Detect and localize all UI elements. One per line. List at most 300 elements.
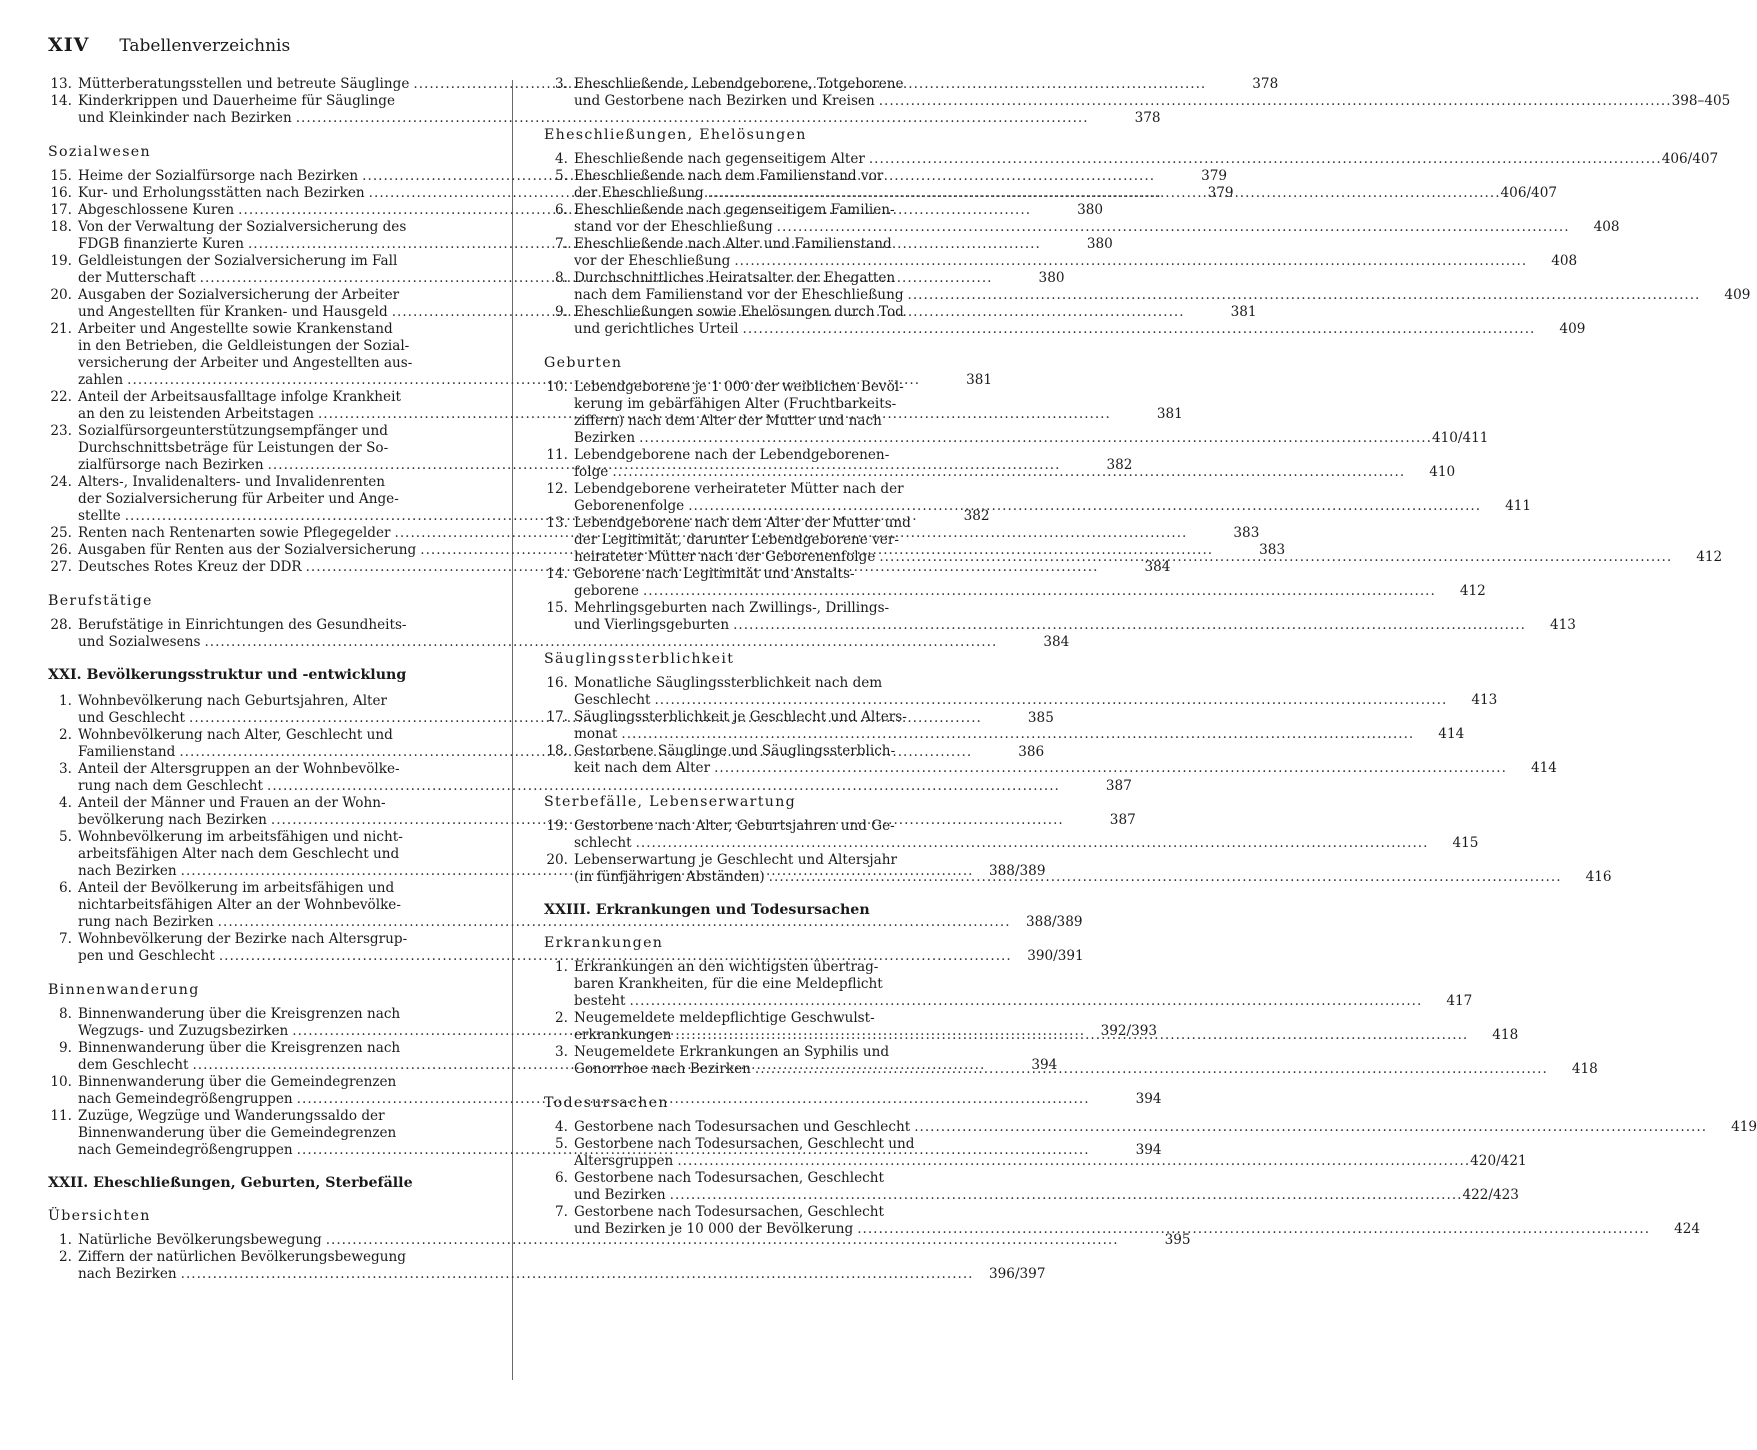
entry-page: 410 bbox=[1429, 464, 1456, 480]
entry-line bbox=[78, 634, 1070, 651]
dot-leader bbox=[734, 253, 1527, 270]
entry-text: folge bbox=[574, 464, 609, 480]
toc-entry bbox=[544, 481, 1532, 515]
entry-text: Natürliche Bevölkerungsbewegung bbox=[78, 1232, 322, 1248]
entry-text: Eheschließende, Lebendgeborene, Totgeborene bbox=[574, 76, 904, 92]
entry-text: Wohnbevölkerung nach Alter, Geschlecht und bbox=[78, 727, 393, 743]
entry-number: 8. bbox=[555, 270, 568, 286]
entry-text: zialfürsorge nach Bezirken bbox=[78, 457, 264, 473]
entry-number: 1. bbox=[59, 1232, 72, 1248]
entry-page: 408 bbox=[1593, 219, 1620, 235]
entry-text: Alters-, Invalidenalters- und Invalidenrenten bbox=[78, 474, 386, 490]
entry-line bbox=[78, 93, 480, 110]
entry-text: bevölkerung nach Bezirken bbox=[78, 812, 267, 828]
entry-body bbox=[574, 151, 1719, 168]
entry-body bbox=[78, 1232, 1191, 1249]
dot-leader bbox=[636, 835, 1429, 852]
entry-text: Binnenwanderung über die Gemeindegrenzen bbox=[78, 1074, 397, 1090]
entry-number: 28. bbox=[50, 617, 72, 633]
section-heading: Erkrankungen bbox=[544, 935, 664, 951]
entry-number: 14. bbox=[50, 93, 72, 109]
entry-text: Lebendgeborene nach der Lebendgeborenen- bbox=[574, 447, 890, 463]
section-heading: Eheschließungen, Ehelösungen bbox=[544, 127, 807, 143]
entry-text: heirateter Mütter nach der Geborenenfolge bbox=[574, 549, 876, 565]
entry-line bbox=[78, 727, 480, 744]
toc-entry bbox=[544, 1170, 1519, 1204]
entry-page: 394 bbox=[1135, 1091, 1162, 1107]
entry-line bbox=[574, 219, 1620, 236]
entry-line bbox=[574, 1136, 950, 1153]
section-heading: Sozialwesen bbox=[48, 144, 151, 160]
entry-text: Sozialfürsorgeunterstützungsempfänger und bbox=[78, 423, 388, 439]
dot-leader bbox=[643, 583, 1436, 600]
toc-entry bbox=[544, 1204, 1701, 1238]
entry-number: 15. bbox=[50, 168, 72, 184]
entry-line bbox=[78, 778, 1132, 795]
entry-number: 5. bbox=[555, 1136, 568, 1152]
entry-number: 8. bbox=[59, 1006, 72, 1022]
entry-text: Gestorbene Säuglinge und Säuglingssterblich- bbox=[574, 743, 896, 759]
entry-number: 7. bbox=[555, 1204, 568, 1220]
entry-number: 11. bbox=[50, 1108, 72, 1124]
entry-page: 414 bbox=[1438, 726, 1465, 742]
entry-text: Gestorbene nach Todesursachen und Geschlecht bbox=[574, 1119, 911, 1135]
dot-leader bbox=[769, 869, 1562, 886]
entry-text: zahlen bbox=[78, 372, 124, 388]
entry-line bbox=[574, 430, 1489, 447]
dot-leader bbox=[677, 1153, 1470, 1170]
entry-line bbox=[574, 76, 950, 93]
entry-text: Durchschnittsbeträge für Leistungen der So- bbox=[78, 440, 389, 456]
entry-line bbox=[574, 959, 950, 976]
entry-line bbox=[78, 880, 480, 897]
entry-text: der Eheschließung bbox=[574, 185, 704, 201]
entry-page: 419 bbox=[1731, 1119, 1757, 1135]
entry-text: stellte bbox=[78, 508, 121, 524]
entry-line bbox=[574, 692, 1498, 709]
entry-page: 386 bbox=[1018, 744, 1045, 760]
entry-number: 14. bbox=[546, 566, 568, 582]
entry-text: nach Gemeindegrößengruppen bbox=[78, 1142, 293, 1158]
entry-page: 387 bbox=[1105, 778, 1132, 794]
entry-number: 10. bbox=[546, 379, 568, 395]
entry-text: und Angestellten für Kranken- und Hausgeld bbox=[78, 304, 388, 320]
entry-line bbox=[574, 1187, 1519, 1204]
entry-text: Monatliche Säuglingssterblichkeit nach dem bbox=[574, 675, 883, 691]
dot-leader bbox=[777, 219, 1570, 236]
entry-line bbox=[78, 1040, 480, 1057]
entry-page: 406/407 bbox=[1661, 151, 1719, 167]
entry-text: (in fünfjährigen Abständen) bbox=[574, 869, 765, 885]
entry-line bbox=[78, 423, 480, 440]
entry-line bbox=[78, 761, 480, 778]
entry-number: 12. bbox=[546, 481, 568, 497]
entry-page: 424 bbox=[1674, 1221, 1701, 1237]
section-heading: Säuglingssterblichkeit bbox=[544, 651, 735, 667]
entry-text: Wohnbevölkerung der Bezirke nach Altersgrup- bbox=[78, 931, 408, 947]
entry-page: 385 bbox=[1027, 710, 1054, 726]
entry-line bbox=[574, 976, 950, 993]
entry-line bbox=[78, 389, 480, 406]
entry-line bbox=[574, 379, 950, 396]
entry-text: Renten nach Rentenarten sowie Pflegegelder bbox=[78, 525, 391, 541]
entry-line bbox=[78, 355, 480, 372]
dot-leader bbox=[908, 287, 1701, 304]
entry-text: Eheschließende nach Alter und Familienstand bbox=[574, 236, 892, 252]
entry-line bbox=[574, 532, 950, 549]
entry-text: nach dem Familienstand vor der Eheschließung bbox=[574, 287, 904, 303]
entry-text: Eheschließende nach gegenseitigem Alter bbox=[574, 151, 865, 167]
entry-text: Von der Verwaltung der Sozialversicherung des bbox=[78, 219, 407, 235]
entry-text: Anteil der Bevölkerung im arbeitsfähigen und bbox=[78, 880, 395, 896]
entry-line bbox=[574, 1204, 950, 1221]
entry-text: Geschlecht bbox=[574, 692, 651, 708]
entry-line bbox=[78, 931, 480, 948]
entry-number: 6. bbox=[555, 1170, 568, 1186]
entry-number: 1. bbox=[555, 959, 568, 975]
entry-text: Neugemeldete meldepflichtige Geschwulst- bbox=[574, 1010, 875, 1026]
entry-text: geborene bbox=[574, 583, 639, 599]
entry-line bbox=[78, 1125, 480, 1142]
entry-text: Kinderkrippen und Dauerheime für Säuglinge bbox=[78, 93, 396, 109]
dot-leader bbox=[675, 1027, 1468, 1044]
entry-line bbox=[78, 474, 480, 491]
entry-text: Familienstand bbox=[78, 744, 176, 760]
entry-line bbox=[574, 270, 950, 287]
entry-text: Gonorrhoe nach Bezirken bbox=[574, 1061, 751, 1077]
entry-line bbox=[574, 818, 950, 835]
entry-line bbox=[78, 219, 480, 236]
entry-number: 22. bbox=[50, 389, 72, 405]
entry-text: und Bezirken je 10 000 der Bevölkerung bbox=[574, 1221, 854, 1237]
entry-number: 24. bbox=[50, 474, 72, 490]
entry-line bbox=[574, 396, 950, 413]
entry-text: Ziffern der natürlichen Bevölkerungsbewegung bbox=[78, 1249, 406, 1265]
entry-body bbox=[574, 675, 1498, 709]
entry-body bbox=[574, 959, 1473, 1010]
entry-text: pen und Geschlecht bbox=[78, 948, 215, 964]
entry-number: 19. bbox=[546, 818, 568, 834]
entry-line bbox=[574, 709, 950, 726]
entry-text: Anteil der Männer und Frauen an der Wohn- bbox=[78, 795, 386, 811]
entry-page: 406/407 bbox=[1500, 185, 1557, 201]
entry-page: 381 bbox=[966, 372, 993, 388]
section-heading: Übersichten bbox=[48, 1208, 151, 1224]
entry-text: nach Bezirken bbox=[78, 1266, 177, 1282]
entry-page: 413 bbox=[1549, 617, 1576, 633]
dot-leader bbox=[670, 1187, 1463, 1204]
entry-line bbox=[574, 253, 1578, 270]
entry-text: ziffern) nach dem Alter der Mutter und nach bbox=[574, 413, 882, 429]
entry-text: keit nach dem Alter bbox=[574, 760, 711, 776]
entry-page: 410/411 bbox=[1431, 430, 1489, 446]
entry-page: 396/397 bbox=[989, 1266, 1046, 1282]
entry-text: Mütterberatungsstellen und betreute Säuglinge bbox=[78, 76, 410, 92]
entry-text: Altersgruppen bbox=[574, 1153, 674, 1169]
entry-page: 409 bbox=[1559, 321, 1586, 337]
entry-number: 9. bbox=[555, 304, 568, 320]
entry-line bbox=[574, 726, 1465, 743]
chapter-heading: XXIII. Erkrankungen und Todesursachen bbox=[544, 902, 870, 918]
toc-entry bbox=[544, 675, 1498, 709]
entry-number: 15. bbox=[546, 600, 568, 616]
entry-line bbox=[78, 253, 480, 270]
entry-line bbox=[574, 675, 950, 692]
entry-text: monat bbox=[574, 726, 618, 742]
entry-line bbox=[574, 202, 950, 219]
entry-text: nach Bezirken bbox=[78, 863, 177, 879]
entry-line bbox=[574, 236, 950, 253]
entry-line bbox=[574, 304, 950, 321]
entry-text: Wohnbevölkerung im arbeitsfähigen und nicht- bbox=[78, 829, 403, 845]
entry-text: Lebendgeborene verheirateter Mütter nach der bbox=[574, 481, 904, 497]
toc-entry bbox=[544, 151, 1719, 168]
entry-line bbox=[78, 617, 480, 634]
entry-line bbox=[78, 829, 480, 846]
entry-line bbox=[574, 835, 1479, 852]
section-heading: Geburten bbox=[544, 355, 623, 371]
entry-page: 409 bbox=[1724, 287, 1751, 303]
entry-text: der Sozialversicherung für Arbeiter und Ange- bbox=[78, 491, 399, 507]
entry-line bbox=[574, 1170, 950, 1187]
entry-text: und Vierlingsgeburten bbox=[574, 617, 730, 633]
entry-number: 4. bbox=[59, 795, 72, 811]
entry-text: Geborenenfolge bbox=[574, 498, 685, 514]
entry-number: 5. bbox=[59, 829, 72, 845]
entry-line bbox=[574, 852, 950, 869]
entry-text: Gestorbene nach Todesursachen, Geschlecht und bbox=[574, 1136, 915, 1152]
entry-page: 378 bbox=[1134, 110, 1161, 126]
entry-text: Durchschnittliches Heiratsalter der Ehegatten bbox=[574, 270, 896, 286]
dot-leader bbox=[639, 430, 1432, 447]
entry-page: 380 bbox=[1077, 202, 1104, 218]
entry-number: 13. bbox=[50, 76, 72, 92]
entry-text: und Gestorbene nach Bezirken und Kreisen bbox=[574, 93, 875, 109]
entry-text: Berufstätige in Einrichtungen des Gesundheits- bbox=[78, 617, 407, 633]
entry-line bbox=[574, 413, 950, 430]
entry-page: 392/393 bbox=[1100, 1023, 1158, 1039]
entry-page: 414 bbox=[1530, 760, 1557, 776]
dot-leader bbox=[621, 726, 1414, 743]
entry-page: 379 bbox=[1207, 185, 1234, 201]
section-heading: Binnenwanderung bbox=[48, 982, 200, 998]
entry-page: 384 bbox=[1043, 634, 1070, 650]
entry-line bbox=[78, 1249, 480, 1266]
entry-number: 18. bbox=[546, 743, 568, 759]
dot-leader bbox=[879, 93, 1672, 110]
entry-number: 21. bbox=[50, 321, 72, 337]
entry-page: 384 bbox=[1144, 559, 1171, 575]
entry-number: 6. bbox=[555, 202, 568, 218]
entry-text: Abgeschlossene Kuren bbox=[78, 202, 235, 218]
entry-number: 16. bbox=[50, 185, 72, 201]
entry-page: 380 bbox=[1038, 270, 1065, 286]
toc-group bbox=[544, 902, 950, 918]
entry-number: 23. bbox=[50, 423, 72, 439]
entry-page: 413 bbox=[1471, 692, 1498, 708]
entry-line bbox=[574, 1221, 1701, 1238]
entry-text: baren Krankheiten, für die eine Meldepflicht bbox=[574, 976, 883, 992]
entry-line bbox=[78, 693, 480, 710]
section-heading: Sterbefälle, Lebenserwartung bbox=[544, 794, 797, 810]
dot-leader bbox=[688, 498, 1481, 515]
entry-text: und Sozialwesens bbox=[78, 634, 201, 650]
dot-leader bbox=[869, 151, 1662, 168]
entry-text: nichtarbeitsfähigen Alter an der Wohnbevölke- bbox=[78, 897, 401, 913]
entry-page: 395 bbox=[1164, 1232, 1191, 1248]
entry-line bbox=[78, 846, 480, 863]
entry-line bbox=[78, 795, 480, 812]
entry-text: und Kleinkinder nach Bezirken bbox=[78, 110, 292, 126]
entry-text: schlecht bbox=[574, 835, 632, 851]
dot-leader bbox=[629, 993, 1422, 1010]
entry-line bbox=[574, 321, 1586, 338]
entry-line bbox=[574, 760, 1557, 777]
entry-line bbox=[574, 993, 1473, 1010]
entry-text: erkrankungen bbox=[574, 1027, 672, 1043]
entry-page: 378 bbox=[1252, 76, 1279, 92]
entry-text: Zuzüge, Wegzüge und Wanderungssaldo der bbox=[78, 1108, 385, 1124]
entry-page: 394 bbox=[1031, 1057, 1058, 1073]
entry-page: 388/389 bbox=[1026, 914, 1083, 930]
entry-page: 380 bbox=[1086, 236, 1113, 252]
entry-line bbox=[78, 287, 480, 304]
entry-text: Geldleistungen der Sozialversicherung im Fall bbox=[78, 253, 398, 269]
entry-page: 412 bbox=[1696, 549, 1723, 565]
entry-page: 383 bbox=[1259, 542, 1286, 558]
entry-line bbox=[78, 1006, 480, 1023]
page-header bbox=[48, 34, 290, 56]
entry-body bbox=[78, 1249, 1046, 1283]
entry-line bbox=[574, 1153, 1527, 1170]
entry-line bbox=[78, 1108, 480, 1125]
page-number: XIV bbox=[48, 34, 90, 56]
dot-leader bbox=[714, 760, 1507, 777]
entry-text: Geborene nach Legitimität und Anstalts- bbox=[574, 566, 855, 582]
entry-text: an den zu leistenden Arbeitstagen bbox=[78, 406, 314, 422]
entry-page: 415 bbox=[1452, 835, 1479, 851]
entry-number: 26. bbox=[50, 542, 72, 558]
entry-line bbox=[78, 948, 1084, 965]
entry-number: 20. bbox=[50, 287, 72, 303]
entry-number: 2. bbox=[59, 727, 72, 743]
entry-number: 3. bbox=[555, 1044, 568, 1060]
page-title: Tabellenverzeichnis bbox=[119, 36, 291, 56]
entry-number: 7. bbox=[555, 236, 568, 252]
entry-line bbox=[78, 338, 480, 355]
entry-number: 3. bbox=[59, 761, 72, 777]
entry-page: 417 bbox=[1446, 993, 1473, 1009]
entry-text: nach Gemeindegrößengruppen bbox=[78, 1091, 293, 1107]
entry-body bbox=[574, 1170, 1519, 1204]
entry-text: Wohnbevölkerung nach Geburtsjahren, Alter bbox=[78, 693, 388, 709]
dot-leader bbox=[612, 464, 1405, 481]
entry-number: 3. bbox=[555, 76, 568, 92]
entry-page: 416 bbox=[1585, 869, 1612, 885]
entry-page: 379 bbox=[1201, 168, 1228, 184]
entry-line bbox=[574, 447, 950, 464]
entry-text: Deutsches Rotes Kreuz der DDR bbox=[78, 559, 302, 575]
entry-text: Eheschließende nach gegenseitigem Familien- bbox=[574, 202, 895, 218]
entry-line bbox=[574, 287, 1751, 304]
entry-page: 412 bbox=[1459, 583, 1486, 599]
entry-text: versicherung der Arbeiter und Angestellten aus- bbox=[78, 355, 413, 371]
entry-text: Binnenwanderung über die Kreisgrenzen nach bbox=[78, 1006, 401, 1022]
entry-number: 11. bbox=[546, 447, 568, 463]
entry-line bbox=[78, 1266, 1046, 1283]
entry-text: Anteil der Altersgruppen an der Wohnbevölke- bbox=[78, 761, 400, 777]
entry-page: 418 bbox=[1492, 1027, 1519, 1043]
dot-leader bbox=[708, 185, 1501, 202]
entry-text: und gerichtliches Urteil bbox=[574, 321, 739, 337]
entry-text: Binnenwanderung über die Gemeindegrenzen bbox=[78, 1125, 397, 1141]
entry-text: Wegzugs- und Zuzugsbezirken bbox=[78, 1023, 289, 1039]
entry-number: 18. bbox=[50, 219, 72, 235]
dot-leader bbox=[743, 321, 1536, 338]
entry-line bbox=[574, 1044, 950, 1061]
entry-number: 13. bbox=[546, 515, 568, 531]
entry-page: 408 bbox=[1551, 253, 1578, 269]
dot-leader bbox=[879, 549, 1672, 566]
entry-number: 1. bbox=[59, 693, 72, 709]
entry-text: Binnenwanderung über die Kreisgrenzen nach bbox=[78, 1040, 401, 1056]
toc-entry bbox=[544, 600, 1576, 634]
entry-text: der Legitimität, darunter Lebendgeborene ver- bbox=[574, 532, 899, 548]
toc-entry bbox=[48, 1232, 1191, 1249]
entry-text: besteht bbox=[574, 993, 626, 1009]
entry-number: 17. bbox=[546, 709, 568, 725]
entry-number: 5. bbox=[555, 168, 568, 184]
entry-text: Gestorbene nach Todesursachen, Geschlecht bbox=[574, 1204, 884, 1220]
entry-line bbox=[574, 1119, 1757, 1136]
entry-number: 2. bbox=[555, 1010, 568, 1026]
entry-body bbox=[574, 1119, 1757, 1136]
entry-text: Bezirken bbox=[574, 430, 636, 446]
entry-page: 418 bbox=[1571, 1061, 1598, 1077]
entry-page: 382 bbox=[1106, 457, 1133, 473]
entry-text: vor der Eheschließung bbox=[574, 253, 731, 269]
chapter-heading: XXI. Bevölkerungsstruktur und -entwicklung bbox=[48, 667, 407, 683]
section-heading: Berufstätige bbox=[48, 593, 153, 609]
entry-line bbox=[574, 93, 1731, 110]
entry-text: Lebenserwartung je Geschlecht und Altersjahr bbox=[574, 852, 897, 868]
entry-line bbox=[574, 743, 950, 760]
entry-text: Säuglingssterblichkeit je Geschlecht und Alters- bbox=[574, 709, 907, 725]
entry-number: 16. bbox=[546, 675, 568, 691]
entry-text: und Bezirken bbox=[574, 1187, 666, 1203]
entry-page: 387 bbox=[1109, 812, 1136, 828]
dot-leader bbox=[733, 617, 1526, 634]
entry-text: arbeitsfähigen Alter nach dem Geschlecht und bbox=[78, 846, 400, 862]
entry-body bbox=[574, 600, 1576, 634]
entry-number: 6. bbox=[59, 880, 72, 896]
entry-text: rung nach Bezirken bbox=[78, 914, 214, 930]
entry-line bbox=[574, 566, 950, 583]
entry-line bbox=[78, 897, 480, 914]
entry-text: Eheschließungen sowie Ehelösungen durch Tod bbox=[574, 304, 904, 320]
entry-line bbox=[574, 583, 1486, 600]
entry-page: 411 bbox=[1505, 498, 1532, 514]
entry-page: 398–405 bbox=[1671, 93, 1731, 109]
entry-page: 388/389 bbox=[989, 863, 1046, 879]
entry-line bbox=[78, 110, 1161, 127]
dot-leader bbox=[181, 1266, 974, 1283]
entry-text: Anteil der Arbeitsausfalltage infolge Krankheit bbox=[78, 389, 401, 405]
entry-line bbox=[574, 498, 1532, 515]
entry-number: 2. bbox=[59, 1249, 72, 1265]
entry-number: 17. bbox=[50, 202, 72, 218]
dot-leader bbox=[914, 1119, 1707, 1136]
